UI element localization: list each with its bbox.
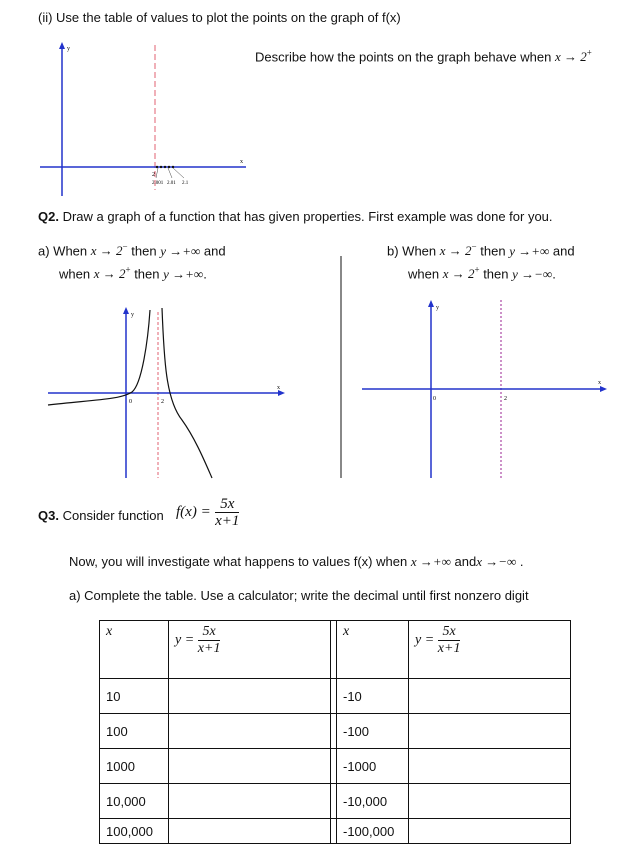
cell-x-left: 10 [100, 679, 169, 714]
q2b-end: . [552, 266, 556, 282]
point-label-2: 2 [152, 172, 155, 178]
q2b-and: and [552, 243, 575, 259]
q2a-result2: y →+∞ [163, 266, 204, 282]
header-x-text: x [106, 624, 113, 639]
header-x-text: x [343, 624, 350, 639]
origin-label: 0 [433, 396, 436, 402]
header-x-left [100, 621, 169, 679]
tick-label-2001: 2.001 [152, 181, 164, 186]
cell-y-left-blank[interactable] [169, 714, 331, 749]
y-axis-label: y [436, 305, 439, 311]
q2a-result1: y →+∞ [160, 243, 201, 259]
q2a-prefix2: when [59, 266, 91, 282]
q2a-then2: then [134, 266, 160, 282]
cell-x-right: -10,000 [337, 784, 409, 819]
q3-function-lhs: f(x) = [176, 504, 211, 520]
y-axis-arrow [428, 300, 434, 307]
cell-y-right-blank[interactable] [409, 679, 571, 714]
q2a-and: and [203, 243, 226, 259]
origin-label: 0 [129, 399, 132, 405]
cell-y-left-blank[interactable] [169, 819, 331, 844]
header-y-lhs: y = [175, 632, 195, 648]
cell-x-right: -1000 [337, 749, 409, 784]
cell-x-right: -100 [337, 714, 409, 749]
x-axis-label: x [598, 380, 601, 386]
y-axis-arrow [123, 307, 129, 314]
q3-text: Consider function [62, 508, 164, 523]
header-x-right [337, 621, 409, 679]
cell-x-left: 10,000 [100, 784, 169, 819]
table-row [100, 679, 571, 714]
investigate-text: Now, you will investigate what happens to values f(x) when [69, 554, 408, 569]
q2b-limit2-expr: x → 2 [442, 266, 475, 282]
y-axis-label: y [67, 46, 70, 52]
table-row [100, 749, 571, 784]
q2b-result2: y →−∞ [512, 266, 553, 282]
describe-text: Describe how the points on the graph behave when [255, 49, 552, 65]
cell-x-left: 100 [100, 714, 169, 749]
cell-x-left: 100,000 [100, 819, 169, 844]
table-row [100, 714, 571, 749]
q3-label: Q3. [38, 508, 59, 523]
values-table [99, 620, 571, 844]
q2b-prefix: b) When [387, 243, 437, 259]
q2b-prefix2: when [408, 266, 440, 282]
asymptote-label: 2 [504, 396, 507, 402]
q2a-limit1-expr: x → 2 [90, 243, 123, 259]
header-y-lhs: y = [415, 632, 435, 648]
cell-y-left-blank[interactable] [169, 679, 331, 714]
header-y-numerator: 5x [438, 624, 461, 641]
q3-function-fraction [215, 496, 239, 529]
header-y-denominator: x+1 [437, 641, 461, 656]
header-y-right [409, 621, 571, 679]
header-y-numerator: 5x [198, 624, 221, 641]
q2a-end: . [203, 266, 207, 282]
y-axis-label: y [131, 312, 134, 318]
q2a-limit2-sup: + [125, 265, 131, 275]
cell-y-right-blank[interactable] [409, 714, 571, 749]
q2-label: Q2. [38, 209, 59, 224]
header-y-fraction [438, 624, 461, 657]
curve-left-branch [48, 310, 150, 405]
x-axis-label: x [277, 385, 280, 391]
describe-limit-expr: x → 2 [554, 49, 587, 65]
q2b-limit2-sup: + [474, 265, 480, 275]
header-y-fraction [198, 624, 221, 657]
cell-y-right-blank[interactable] [409, 819, 571, 844]
investigate-and: and [454, 554, 477, 569]
q3-question [38, 508, 164, 523]
cell-x-left: 1000 [100, 749, 169, 784]
table-header-row [100, 621, 571, 679]
cell-x-right: -100,000 [337, 819, 409, 844]
q2-text: Draw a graph of a function that has given properties. First example was done for you. [62, 209, 553, 224]
cell-y-left-blank[interactable] [169, 784, 331, 819]
q3-function [176, 496, 239, 529]
investigate-limit2: x →−∞ [476, 554, 517, 569]
q2a-prefix: a) When [38, 243, 88, 259]
part-ii-instruction: (ii) Use the table of values to plot the points on the graph of f(x) [38, 10, 401, 25]
cell-x-right: -10 [337, 679, 409, 714]
q2b-result1: y →+∞ [509, 243, 550, 259]
cell-y-left-blank[interactable] [169, 749, 331, 784]
q3-investigate [69, 554, 524, 570]
q2a-limit2-expr: x → 2 [93, 266, 126, 282]
q3-table-instruction: a) Complete the table. Use a calculator; write the decimal until first nonzero digit [69, 588, 529, 603]
q3-function-denominator: x+1 [215, 513, 240, 529]
asymptote-label: 2 [161, 399, 164, 405]
tick-label-21: 2.1 [182, 181, 189, 186]
investigate-end: . [519, 554, 524, 569]
describe-limit-sup: + [586, 48, 592, 58]
q2b-limit1-expr: x → 2 [439, 243, 472, 259]
q2b-then1: then [480, 243, 506, 259]
q2b-then2: then [483, 266, 509, 282]
q2a-then1: then [131, 243, 157, 259]
x-axis-arrow [600, 386, 607, 392]
cell-y-right-blank[interactable] [409, 784, 571, 819]
graph-q2a [48, 307, 285, 478]
tick-label-201: 2.01 [167, 181, 176, 186]
q2a-limit1-sup: − [122, 242, 128, 252]
q2b-limit1-sup: − [471, 242, 477, 252]
investigate-limit1: x →+∞ [410, 554, 451, 569]
header-y-left [169, 621, 331, 679]
x-axis-label: x [240, 159, 243, 165]
table-row [100, 819, 571, 844]
table-row [100, 784, 571, 819]
cell-y-right-blank[interactable] [409, 749, 571, 784]
header-y-denominator: x+1 [197, 641, 221, 656]
graph-q2b [362, 300, 607, 478]
q3-function-numerator: 5x [215, 496, 239, 513]
